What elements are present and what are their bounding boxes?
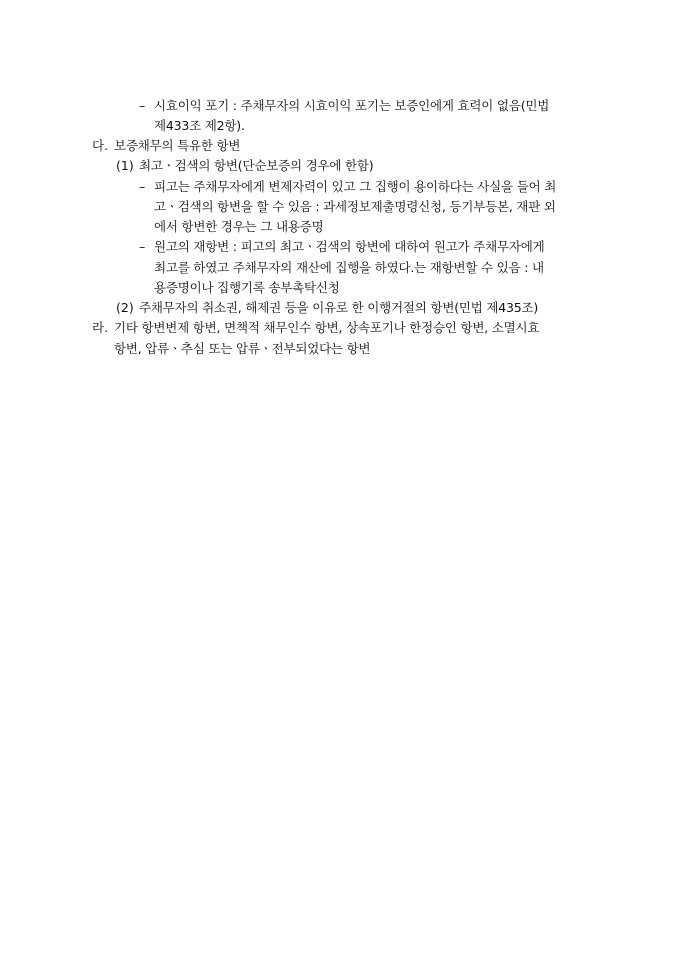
text-line: 피고는 주채무자에게 변제자력이 있고 그 집행이 용이하다는 사실을 들어 최 <box>154 179 557 194</box>
section-title: 보증채무의 특유한 항변 <box>114 138 241 153</box>
bullet-dash: – <box>139 98 146 113</box>
text-line: 제433조 제2항). <box>154 118 245 133</box>
text-line: 최고를 하였고 주채무자의 재산에 집행을 하였다.는 재항변할 수 있음 : 내 <box>154 260 544 275</box>
bullet-dash: – <box>139 179 146 194</box>
section-marker: 다. <box>92 138 109 153</box>
text-line: 시효이익 포기 : 주채무자의 시효이익 포기는 보증인에게 효력이 없음(민법 <box>154 98 550 113</box>
section-marker: 라. <box>92 320 109 335</box>
text-line: 고ㆍ검색의 항변을 할 수 있음 : 과세정보제출명령신청, 등기부등본, 재판 외 <box>154 199 556 214</box>
text-line: 에서 항변한 경우는 그 내용증명 <box>154 219 324 234</box>
subsection-title: 주채무자의 취소권, 해제권 등을 이유로 한 이행거절의 항변(민법 제435조) <box>139 300 539 315</box>
text-line: 기타 항변변제 항변, 면책적 채무인수 항변, 상속포기나 한정승인 항변, 소멸시효 <box>114 320 540 335</box>
text-line: 원고의 재항변 : 피고의 최고ㆍ검색의 항변에 대하여 원고가 주채무자에게 <box>154 239 545 254</box>
text-line: 용증명이나 집행기록 송부촉탁신청 <box>154 280 340 295</box>
subsection-title: 최고ㆍ검색의 항변(단순보증의 경우에 한함) <box>139 158 374 173</box>
text-line: 항변, 압류ㆍ추심 또는 압류ㆍ전부되었다는 항변 <box>114 341 371 356</box>
subsection-marker: (1) <box>116 158 134 173</box>
bullet-dash: – <box>139 239 146 254</box>
subsection-marker: (2) <box>116 300 134 315</box>
